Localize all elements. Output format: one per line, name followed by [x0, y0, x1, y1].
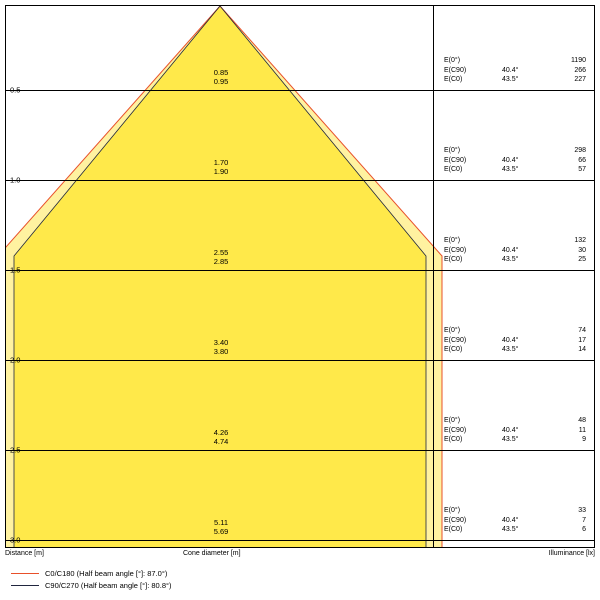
- illuminance-label: E(0°): [444, 57, 461, 64]
- illuminance-value: 298: [574, 147, 586, 154]
- legend: [5, 568, 595, 592]
- cone-diameter-c90c270: 3.80: [213, 347, 229, 356]
- cone-diameter-group: [191, 68, 251, 86]
- illuminance-label: E(0°): [444, 417, 461, 424]
- illuminance-label: E(0°): [444, 327, 461, 334]
- illuminance-value: 17: [578, 336, 586, 344]
- illuminance-block: [438, 146, 594, 175]
- illuminance-row: [438, 516, 594, 526]
- illuminance-row: [438, 75, 594, 85]
- illuminance-row: [438, 506, 594, 516]
- cone-diameter-group: [191, 428, 251, 446]
- illuminance-row: [438, 416, 594, 426]
- illuminance-label: E(0°): [444, 507, 461, 514]
- illuminance-row: [438, 236, 594, 246]
- illuminance-block: [438, 326, 594, 355]
- illuminance-value: 33: [578, 507, 586, 514]
- illuminance-row: [438, 56, 594, 66]
- illuminance-label: E(C0): [444, 76, 463, 84]
- illuminance-value: 266: [574, 66, 586, 74]
- illuminance-row: [438, 435, 594, 445]
- illuminance-value: 1190: [570, 57, 586, 64]
- cone-diameter-c0c180: 2.55: [213, 248, 229, 257]
- cone-diameter-c90c270: 0.95: [213, 77, 229, 86]
- illuminance-block: [438, 506, 594, 535]
- cone-diameter-c90c270: 5.69: [213, 527, 229, 536]
- illuminance-block: [438, 236, 594, 265]
- cone-diameter-group: [191, 248, 251, 266]
- illuminance-label: E(C90): [444, 516, 467, 524]
- y-axis-label: Distance [m]: [5, 550, 44, 557]
- illuminance-value: 30: [578, 246, 586, 254]
- illuminance-angle: 43.5°: [502, 256, 519, 264]
- distance-label: 0.5: [10, 85, 21, 95]
- distance-label: 3.0: [10, 535, 21, 545]
- cone-diameter-c0c180: 5.11: [213, 518, 229, 527]
- illuminance-row: [438, 156, 594, 166]
- illuminance-row: [438, 146, 594, 156]
- illuminance-value: 14: [578, 346, 586, 354]
- illuminance-angle: 43.5°: [502, 526, 519, 534]
- gridline-2-0: [6, 360, 594, 361]
- illuminance-row: [438, 426, 594, 436]
- illuminance-label: E(0°): [444, 237, 461, 244]
- distance-label: 2.0: [10, 355, 21, 365]
- cone-diameter-c0c180: 4.26: [213, 428, 229, 437]
- illuminance-angle: 43.5°: [502, 436, 519, 444]
- illuminance-block: [438, 416, 594, 445]
- illuminance-column-divider: [433, 6, 434, 547]
- illuminance-row: [438, 66, 594, 76]
- illuminance-angle: 40.4°: [502, 426, 519, 434]
- legend-swatch-c0c180-icon: [11, 573, 39, 574]
- illuminance-label: E(C0): [444, 166, 463, 174]
- cone-diameter-c90c270: 1.90: [213, 167, 229, 176]
- illuminance-value: 11: [578, 426, 586, 434]
- illuminance-label: E(C90): [444, 426, 467, 434]
- gridline-3-0: [6, 540, 594, 541]
- illuminance-angle: 43.5°: [502, 76, 519, 84]
- illuminance-label: E(C90): [444, 66, 467, 74]
- cone-diameter-c90c270: 4.74: [213, 437, 229, 446]
- illuminance-label: E(C0): [444, 256, 463, 264]
- plot-area: [5, 5, 595, 548]
- illuminance-angle: 40.4°: [502, 66, 519, 74]
- illuminance-value: 6: [582, 526, 586, 534]
- distance-label: 1.0: [10, 175, 21, 185]
- illuminance-label: E(0°): [444, 147, 461, 154]
- x-axis-label: Cone diameter [m]: [183, 550, 241, 557]
- illuminance-value: 9: [582, 436, 586, 444]
- illuminance-value: 25: [578, 256, 586, 264]
- illuminance-angle: 43.5°: [502, 346, 519, 354]
- illuminance-value: 57: [578, 166, 586, 174]
- illuminance-value: 7: [582, 516, 586, 524]
- illuminance-value: 66: [578, 156, 586, 164]
- illuminance-row: [438, 336, 594, 346]
- illuminance-label: E(C0): [444, 346, 463, 354]
- illuminance-row: [438, 345, 594, 355]
- legend-label: C90/C270 (Half beam angle [°]: 80.8°): [45, 581, 172, 590]
- legend-item: [5, 580, 595, 592]
- illuminance-block: [438, 56, 594, 85]
- illuminance-axis-label: Illuminance [lx]: [548, 550, 595, 557]
- legend-label: C0/C180 (Half beam angle [°]: 87.0°): [45, 569, 168, 578]
- illuminance-value: 227: [574, 76, 586, 84]
- illuminance-angle: 40.4°: [502, 516, 519, 524]
- illuminance-angle: 40.4°: [502, 156, 519, 164]
- illuminance-row: [438, 525, 594, 535]
- axis-captions: [5, 549, 595, 561]
- illuminance-angle: 43.5°: [502, 166, 519, 174]
- illuminance-row: [438, 326, 594, 336]
- gridline-1-5: [6, 270, 594, 271]
- illuminance-label: E(C90): [444, 246, 467, 254]
- light-cone-graphic: [6, 6, 594, 547]
- illuminance-label: E(C90): [444, 336, 467, 344]
- illuminance-label: E(C0): [444, 436, 463, 444]
- distance-label: 2.5: [10, 445, 21, 455]
- cone-diameter-c0c180: 3.40: [213, 338, 229, 347]
- illuminance-label: E(C0): [444, 526, 463, 534]
- cone-diameter-group: [191, 338, 251, 356]
- illuminance-value: 132: [574, 237, 586, 244]
- illuminance-label: E(C90): [444, 156, 467, 164]
- illuminance-row: [438, 246, 594, 256]
- illuminance-row: [438, 165, 594, 175]
- illuminance-angle: 40.4°: [502, 246, 519, 254]
- cone-diameter-group: [191, 158, 251, 176]
- gridline-0-5: [6, 90, 594, 91]
- cone-diameter-group: [191, 518, 251, 536]
- legend-item: [5, 568, 595, 580]
- cone-diameter-c90c270: 2.85: [213, 257, 229, 266]
- legend-swatch-c90c270-icon: [11, 585, 39, 586]
- cone-diameter-c0c180: 1.70: [213, 158, 229, 167]
- illuminance-row: [438, 255, 594, 265]
- illuminance-value: 74: [578, 327, 586, 334]
- cone-diameter-c0c180: 0.85: [213, 68, 229, 77]
- illuminance-angle: 40.4°: [502, 336, 519, 344]
- illuminance-value: 48: [578, 417, 586, 424]
- distance-label: 1.5: [10, 265, 21, 275]
- gridline-1-0: [6, 180, 594, 181]
- gridline-2-5: [6, 450, 594, 451]
